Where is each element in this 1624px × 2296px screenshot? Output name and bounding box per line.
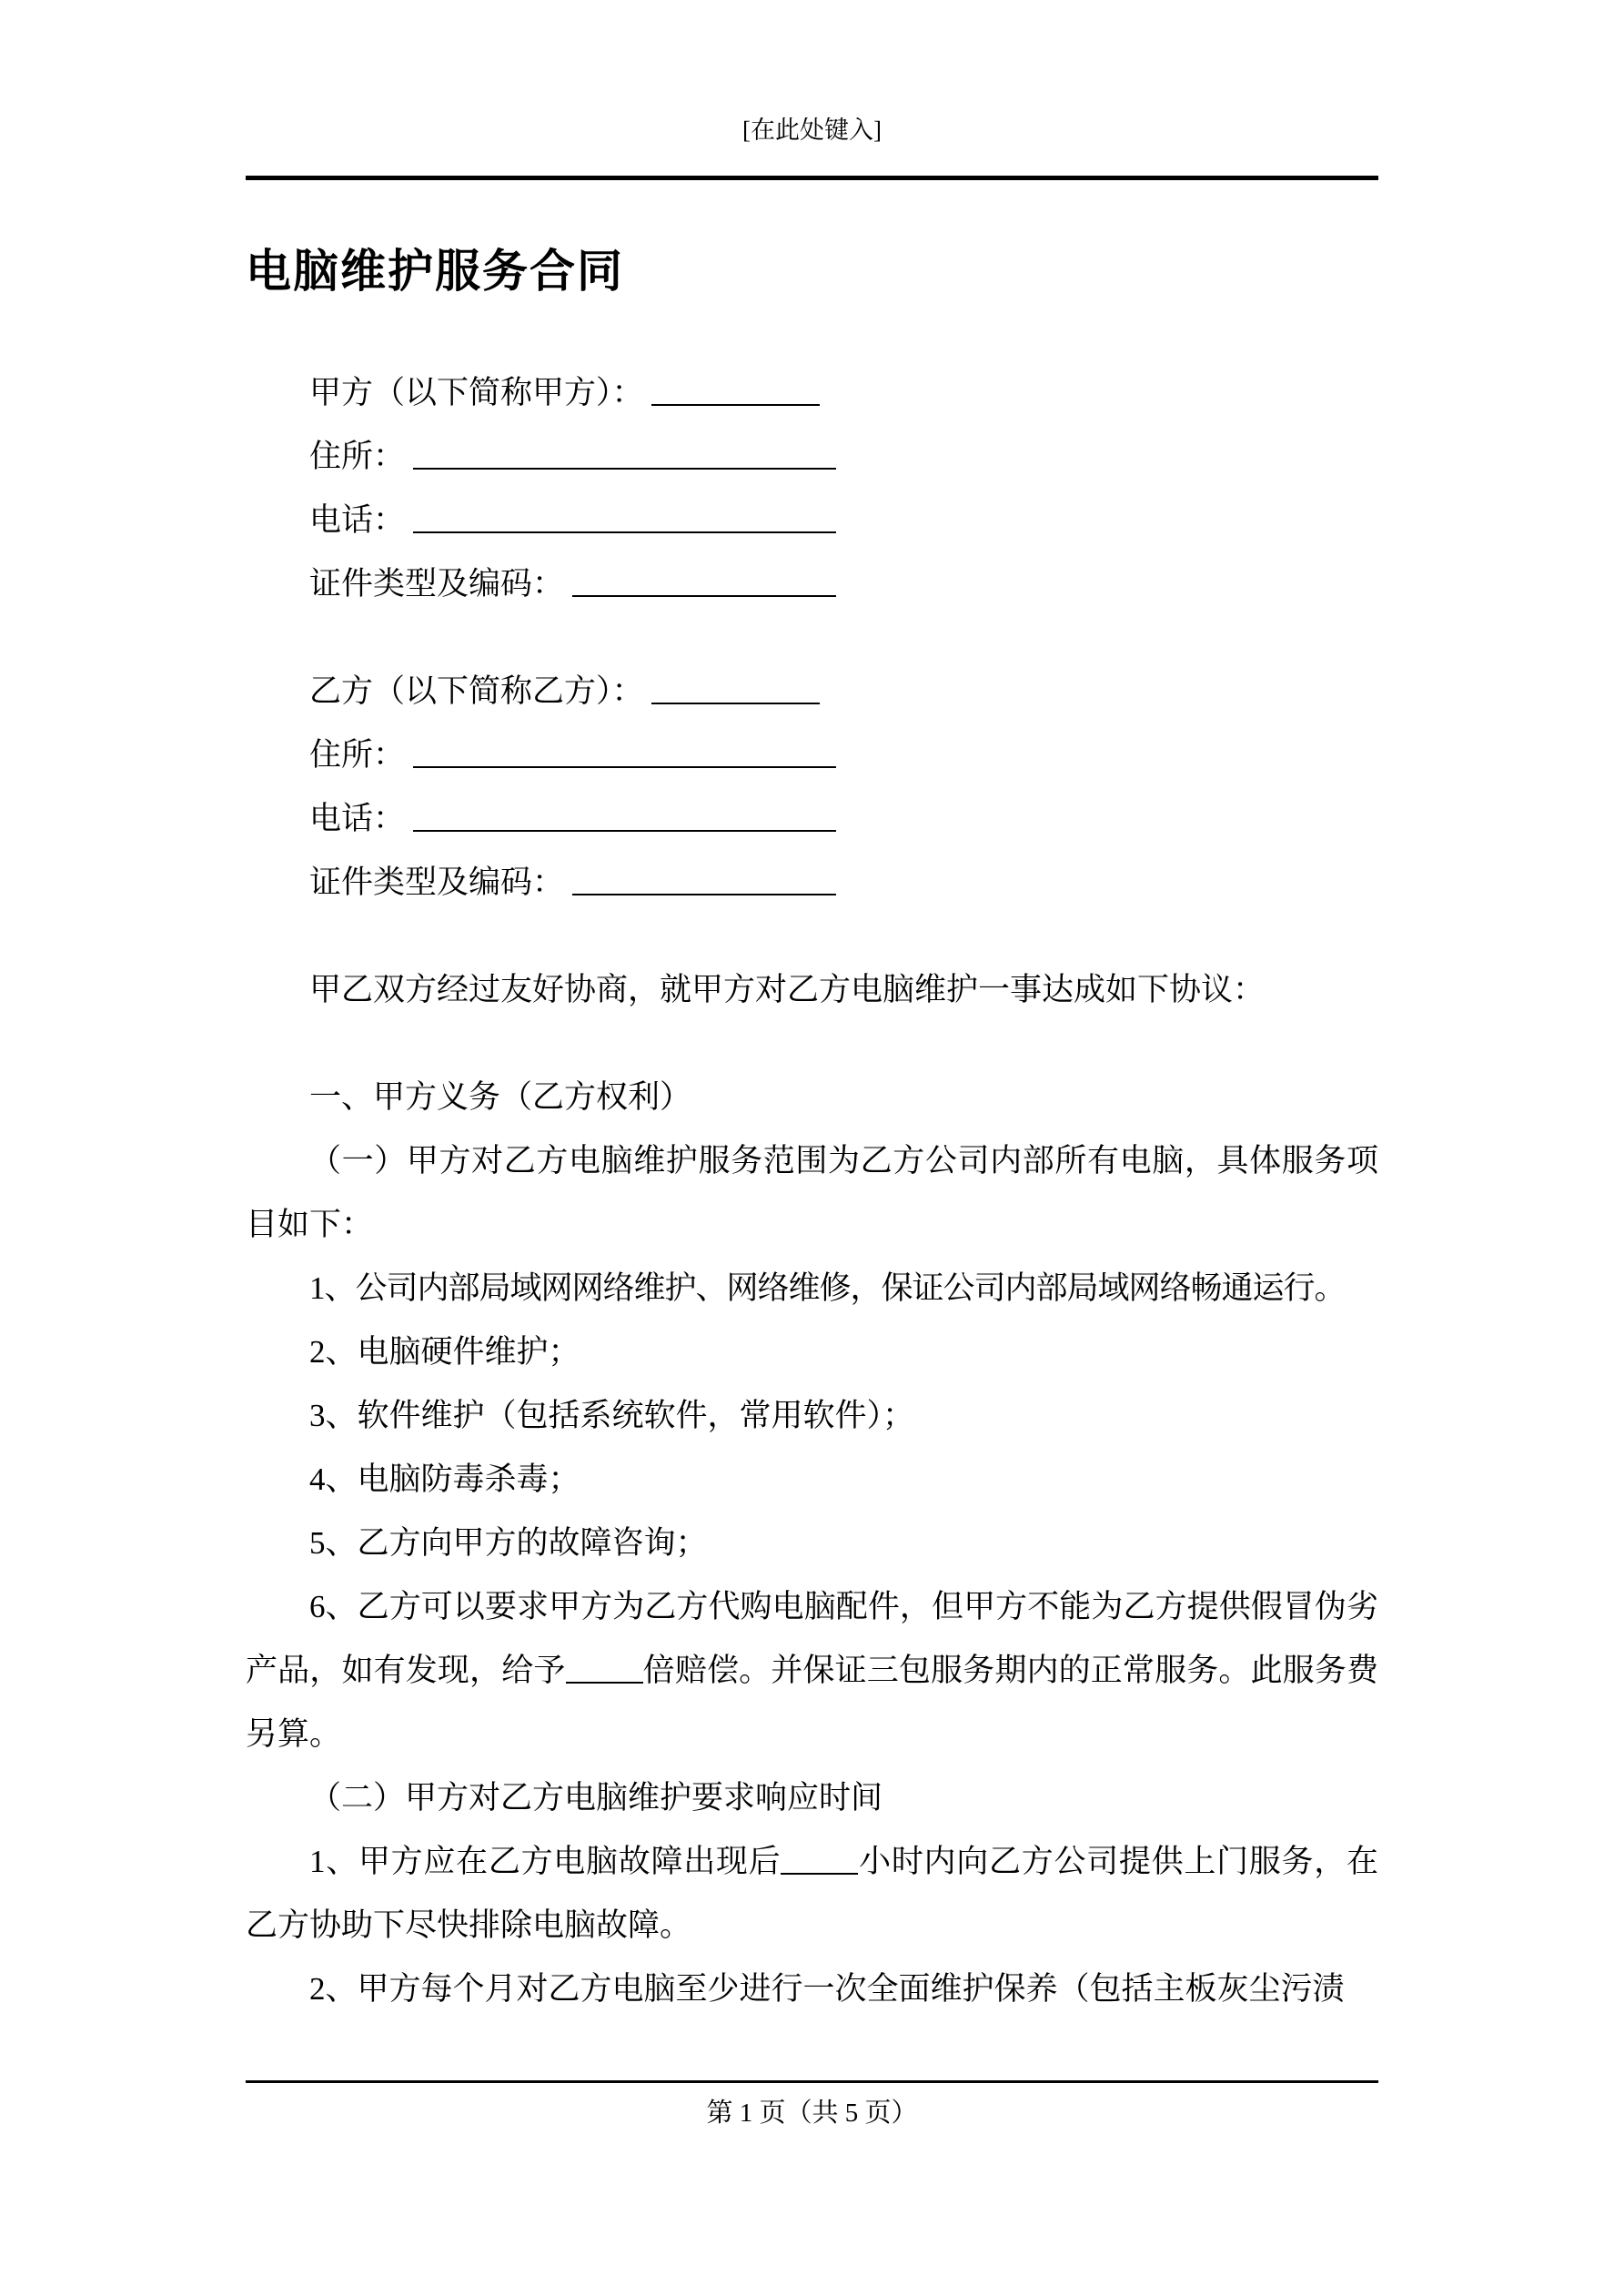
party-b-name-line: 乙方（以下简称乙方）： (246, 660, 1378, 723)
party-b-id-line: 证件类型及编码： (246, 851, 1378, 915)
document-body (246, 361, 1378, 2021)
fill-in-blank[interactable] (566, 1682, 643, 1684)
fill-in-blank[interactable] (651, 404, 820, 406)
fill-in-blank[interactable] (651, 703, 820, 704)
service-item-6: 6、乙方可以要求甲方为乙方代购电脑配件，但甲方不能为乙方提供假冒伪劣产品，如有发现，给予 倍赔偿。并保证三包服务期内的正常服务。此服务费另算。 (246, 1589, 1378, 1752)
party-a-name-line: 甲方（以下简称甲方）： (246, 361, 1378, 425)
header-type-here-placeholder[interactable]: [在此处键入] (742, 116, 882, 144)
fill-in-blank[interactable] (572, 595, 836, 597)
response-item-2: 2、甲方每个月对乙方电脑至少进行一次全面维护保养（包括主板灰尘污渍 (309, 1971, 1345, 2007)
clause-1-2: （二）甲方对乙方电脑维护要求响应时间 (309, 1780, 883, 1816)
fill-in-blank[interactable] (413, 531, 836, 533)
service-item-1: 1、公司内部局域网网络维护、网络维修，保证公司内部局域网络畅通运行。 (309, 1270, 1346, 1306)
fill-in-blank[interactable] (413, 830, 836, 832)
fill-in-blank[interactable] (781, 1873, 858, 1875)
footer-divider-line (246, 2080, 1378, 2083)
clause-1-1: （一）甲方对乙方电脑维护服务范围为乙方公司内部所有电脑，具体服务项目如下： (246, 1143, 1378, 1242)
section-1-heading: 一、甲方义务（乙方权利） (309, 1079, 692, 1115)
service-item-3: 3、软件维护（包括系统软件，常用软件）； (309, 1398, 915, 1433)
party-b-phone-line: 电话： (246, 787, 1378, 851)
response-item-1: 1、甲方应在乙方电脑故障出现后 小时内向乙方公司提供上门服务，在乙方协助下尽快排除电脑故障。 (246, 1844, 1378, 1943)
document-title: 电脑维护服务合同 (246, 246, 624, 297)
fill-in-blank[interactable] (572, 894, 836, 895)
fill-in-blank[interactable] (413, 766, 836, 768)
header-divider-line (246, 176, 1378, 180)
party-a-phone-line: 电话： (246, 489, 1378, 552)
service-item-2: 2、电脑硬件维护； (309, 1334, 580, 1370)
preamble: 甲乙双方经过友好协商，就甲方对乙方电脑维护一事达成如下协议： (309, 972, 1266, 1007)
service-item-4: 4、电脑防毒杀毒； (309, 1462, 580, 1497)
service-item-5: 5、乙方向甲方的故障咨询； (309, 1525, 708, 1561)
party-b-address-line: 住所： (246, 723, 1378, 787)
fill-in-blank[interactable] (413, 468, 836, 470)
party-a-id-line: 证件类型及编码： (246, 552, 1378, 616)
party-a-address-line: 住所： (246, 425, 1378, 489)
footer-page-number: 第 1 页（共 5 页） (706, 2099, 918, 2128)
